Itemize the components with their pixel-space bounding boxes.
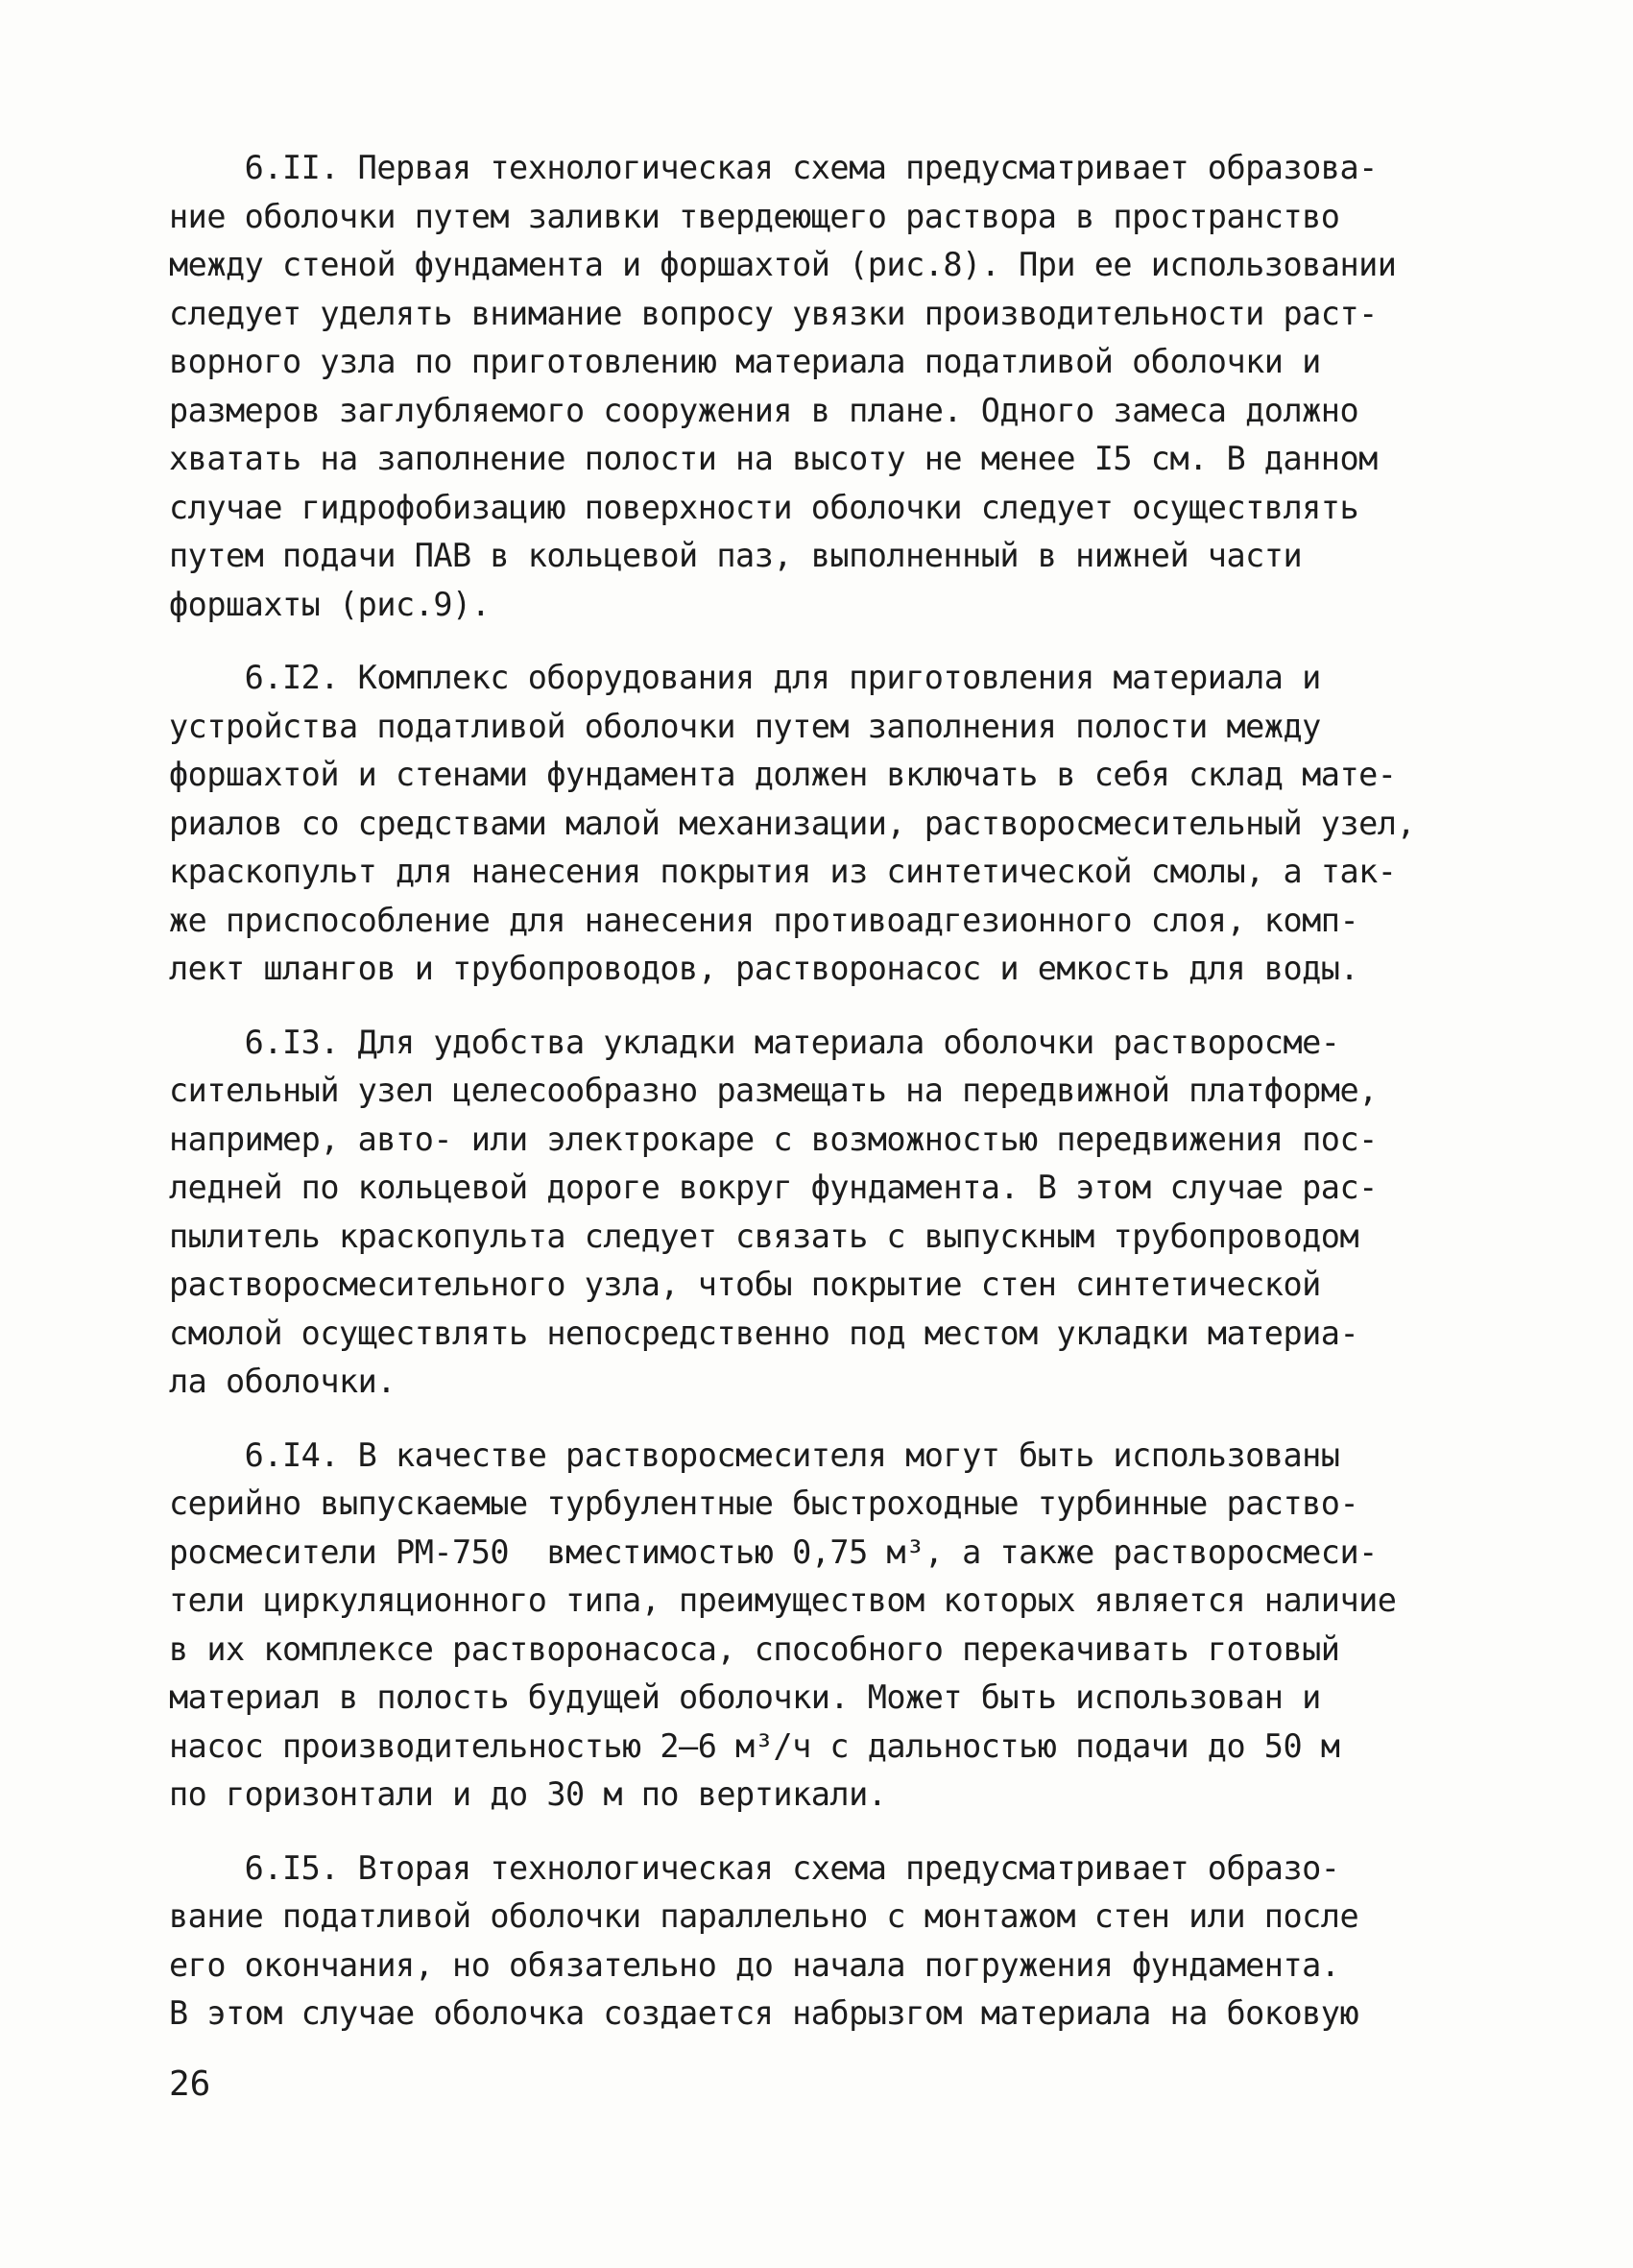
- text-line: В этом случае оболочка создается набрызгом материала на боковую: [169, 1994, 1359, 2032]
- text-line: случае гидрофобизацию поверхности оболочки следует осуществлять: [169, 488, 1359, 526]
- paragraph: [169, 1019, 1503, 1407]
- text-line: 6.I5. Вторая технологическая схема предусматривает образо-: [169, 1848, 1340, 1887]
- text-line: сительный узел целесообразно размещать на передвижной платформе,: [169, 1072, 1378, 1109]
- text-line: смолой осуществлять непосредственно под местом укладки материа-: [169, 1314, 1359, 1352]
- text-line: форшахтой и стенами фундамента должен включать в себя склад мате-: [169, 756, 1397, 793]
- text-line: путем подачи ПАВ в кольцевой паз, выполненный в нижней части: [169, 537, 1303, 574]
- text-line: по горизонтали и до 30 м по вертикали.: [169, 1775, 887, 1813]
- text-line: ние оболочки путем заливки твердеющего раствора в пространство: [169, 197, 1340, 235]
- text-line: ледней по кольцевой дороге вокруг фундамента. В этом случае рас-: [169, 1169, 1378, 1206]
- text-line: ла оболочки.: [169, 1363, 396, 1400]
- paragraph: [169, 1845, 1503, 2039]
- paragraph: [169, 144, 1503, 629]
- paragraph: [169, 1432, 1503, 1820]
- text-line: устройства податливой оболочки путем заполнения полости между: [169, 707, 1321, 745]
- text-line: растворосмесительного узла, чтобы покрытие стен синтетической: [169, 1266, 1321, 1303]
- page-number: 26: [169, 2064, 211, 2104]
- text-line: серийно выпускаемые турбулентные быстроходные турбинные раство-: [169, 1484, 1359, 1522]
- paragraph: [169, 654, 1503, 994]
- text-line: например, авто- или электрокаре с возможностью передвижения пос-: [169, 1120, 1378, 1158]
- text-line: 6.II. Первая технологическая схема предусматривает образова-: [169, 149, 1378, 186]
- text-line: 6.I4. В качестве растворосмесителя могут быть использованы: [169, 1436, 1340, 1474]
- text-line: пылитель краскопульта следует связать с выпускным трубопроводом: [169, 1217, 1359, 1255]
- text-line: риалов со средствами малой механизации, растворосмесительный узел,: [169, 804, 1416, 842]
- text-line: в их комплексе растворонасоса, способного перекачивать готовый: [169, 1629, 1340, 1668]
- text-line: росмесители РМ-750 вместимостью 0,75 м³, а также растворосмеси-: [169, 1532, 1378, 1571]
- text-line: насос производительностью 2–6 м³/ч с дальностью подачи до 50 м: [169, 1726, 1340, 1765]
- text-line: тели циркуляционного типа, преимуществом которых является наличие: [169, 1581, 1397, 1619]
- text-line: следует уделять внимание вопросу увязки производительности раст-: [169, 294, 1378, 332]
- text-line: 6.I2. Комплекс оборудования для приготовления материала и: [169, 659, 1321, 696]
- text-line: между стеной фундамента и форшахтой (рис.8). При ее использовании: [169, 246, 1397, 283]
- text-line: форшахты (рис.9).: [169, 585, 491, 623]
- text-line: лект шлангов и трубопроводов, растворонасос и емкость для воды.: [169, 950, 1359, 987]
- text-line: хватать на заполнение полости на высоту не менее I5 см. В данном: [169, 440, 1378, 477]
- body-text: [169, 144, 1503, 2063]
- text-line: его окончания, но обязательно до начала погружения фундамента.: [169, 1945, 1340, 1984]
- text-line: же приспособление для нанесения противоадгезионного слоя, комп-: [169, 901, 1359, 939]
- text-line: 6.I3. Для удобства укладки материала оболочки растворосме-: [169, 1023, 1340, 1061]
- text-line: вание податливой оболочки параллельно с монтажом стен или после: [169, 1897, 1359, 1935]
- text-line: размеров заглубляемого сооружения в плане. Одного замеса должно: [169, 391, 1359, 429]
- text-line: ворного узла по приготовлению материала податливой оболочки и: [169, 343, 1321, 380]
- text-line: краскопульт для нанесения покрытия из синтетической смолы, а так-: [169, 853, 1397, 890]
- text-line: материал в полость будущей оболочки. Может быть использован и: [169, 1678, 1321, 1716]
